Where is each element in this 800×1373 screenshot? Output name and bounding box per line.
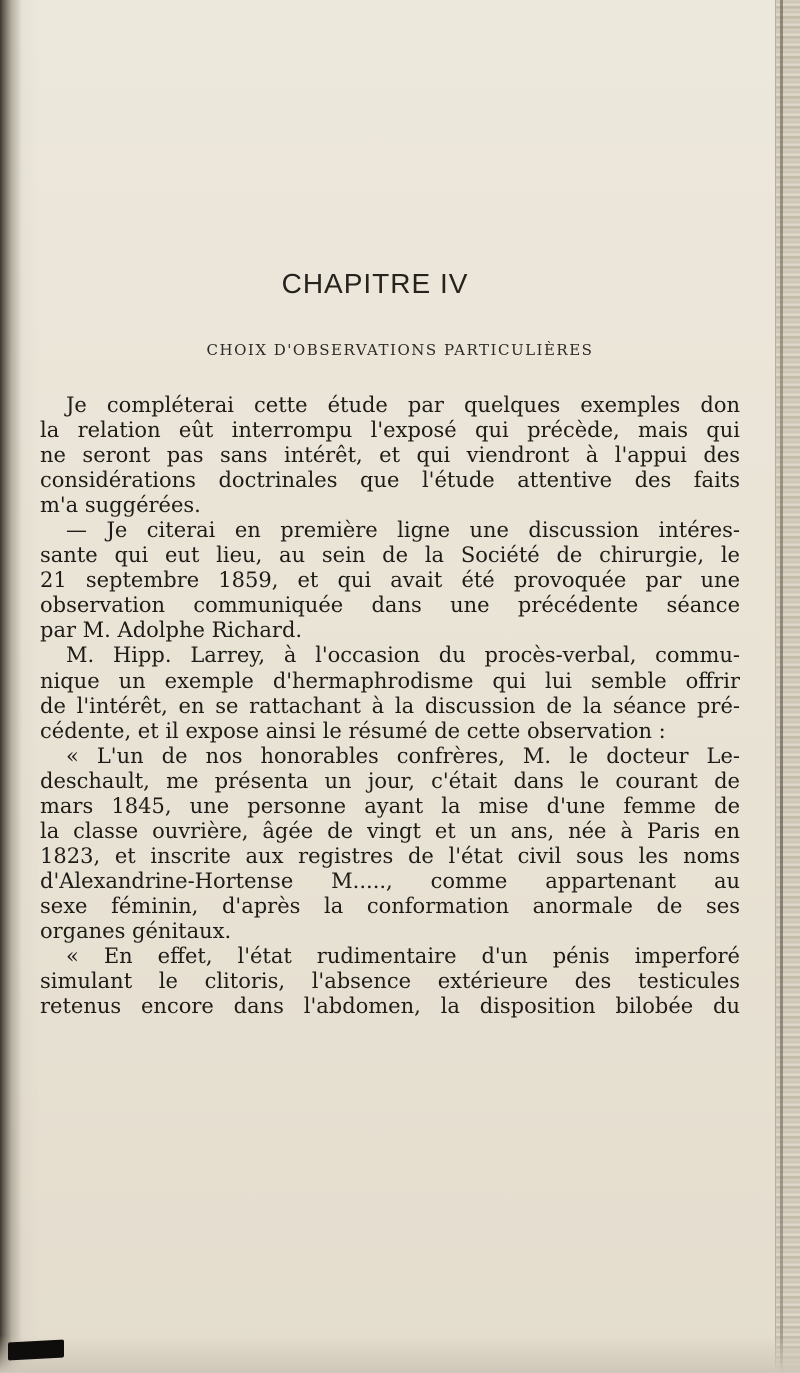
text-line: simulant le clitoris, l'absence extérieure des testicules [40, 969, 740, 994]
text-line: la classe ouvrière, âgée de vingt et un ans, née à Paris en [40, 818, 740, 843]
text-line: 21 septembre 1859, et qui avait été provoquée par une [40, 568, 740, 593]
text-line: nique un exemple d'hermaphrodisme qui lui semble offrir [40, 668, 740, 693]
text-line: sexe féminin, d'après la conformation anormale de ses [40, 893, 740, 918]
body-text [40, 393, 740, 1019]
text-line: mars 1845, une personne ayant la mise d'une femme de [40, 793, 740, 818]
text-line: la relation eût interrompu l'exposé qui précède, mais qui [40, 418, 740, 443]
text-line: de l'intérêt, en se rattachant à la discussion de la séance pré- [40, 693, 740, 718]
text-line: « En effet, l'état rudimentaire d'un pénis imperforé [66, 944, 740, 969]
text-line: d'Alexandrine-Hortense M....., comme appartenant au [40, 868, 740, 893]
text-line: deschault, me présenta un jour, c'était dans le courant de [40, 768, 740, 793]
page-gutter-shadow [0, 0, 22, 1373]
chapter-title: CHAPITRE IV [281, 268, 469, 299]
section-heading: CHOIX D'OBSERVATIONS PARTICULIÈRES [206, 341, 594, 359]
text-line: Je compléterai cette étude par quelques exemples don [66, 393, 740, 417]
page-edge [775, 0, 800, 1373]
text-line: par M. Adolphe Richard. [40, 618, 303, 643]
page-bottom-shading [0, 1335, 800, 1373]
scan-marker [8, 1340, 64, 1361]
text-line: considérations doctrinales que l'étude attentive des faits [40, 468, 740, 493]
text-line: 1823, et inscrite aux registres de l'état civil sous les noms [40, 843, 740, 868]
text-line: — Je citerai en première ligne une discussion intéres- [66, 518, 740, 543]
text-line: M. Hipp. Larrey, à l'occasion du procès-verbal, commu- [66, 643, 740, 668]
text-line: cédente, et il expose ainsi le résumé de cette observation : [40, 718, 666, 743]
text-line: sante qui eut lieu, au sein de la Société de chirurgie, le [40, 543, 740, 568]
text-line: organes génitaux. [40, 918, 232, 943]
text-line: observation communiquée dans une précédente séance [40, 593, 740, 618]
text-line: retenus encore dans l'abdomen, la disposition bilobée du [40, 994, 740, 1019]
text-line: « L'un de nos honorables confrères, M. le docteur Le- [66, 743, 740, 768]
text-line: ne seront pas sans intérêt, et qui viendront à l'appui des [40, 443, 740, 468]
text-line: m'a suggérées. [40, 493, 201, 518]
